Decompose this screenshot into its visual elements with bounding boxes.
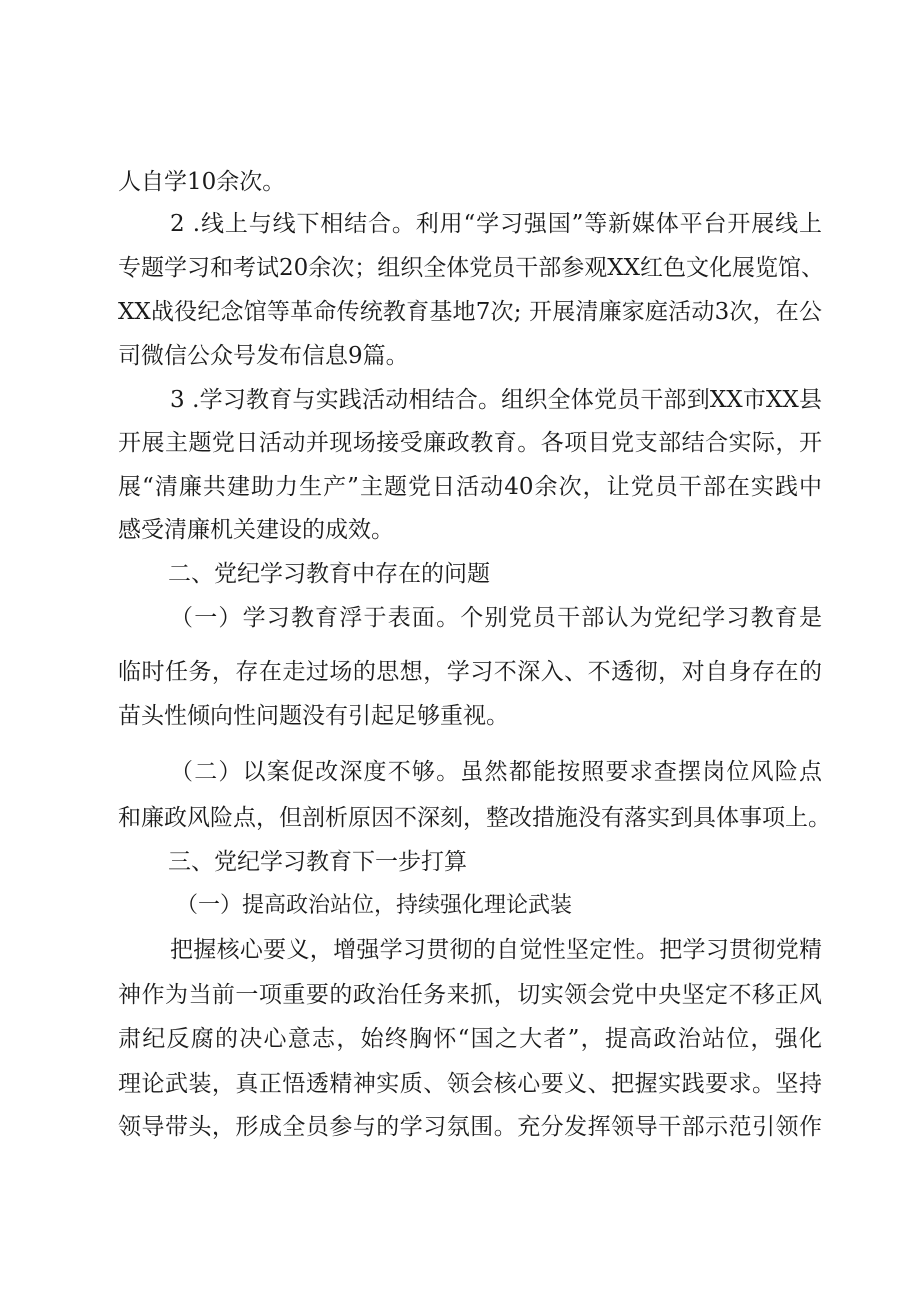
paragraph-line: 3 .学习教育与实践活动相结合。组织全体党员干部到XX市XX县 — [170, 387, 822, 413]
paragraph-line: 临时任务，存在走过场的思想，学习不深入、不透彻，对自身存在的 — [118, 659, 822, 685]
paragraph-line: （二）以案促改深度不够。虽然都能按照要求查摆岗位风险点 — [170, 759, 822, 785]
paragraph-line: 苗头性倾向性问题没有引起足够重视。 — [118, 703, 509, 729]
section-heading: 二、党纪学习教育中存在的问题 — [168, 561, 490, 587]
subsection-heading: （一）提高政治站位，持续强化理论武装 — [176, 893, 573, 918]
paragraph-line: 开展主题党日活动并现场接受廉政教育。各项目党支部结合实际，开 — [118, 430, 822, 456]
paragraph-line: 感受清廉机关建设的成效。 — [118, 517, 394, 543]
section-heading: 三、党纪学习教育下一步打算 — [168, 849, 467, 875]
paragraph-line: 神作为当前一项重要的政治任务来抓，切实领会党中央坚定不移正风 — [118, 982, 822, 1008]
paragraph-line: 2 .线上与线下相结合。利用“学习强国”等新媒体平台开展线上 — [170, 211, 822, 237]
paragraph-line: 肃纪反腐的决心意志，始终胸怀“国之大者”，提高政治站位，强化 — [118, 1026, 822, 1052]
paragraph-line: 展“清廉共建助力生产”主题党日活动40余次，让党员干部在实践中 — [118, 474, 822, 500]
paragraph-line: XX战役纪念馆等革命传统教育基地7次; 开展清廉家庭活动3次，在公 — [118, 299, 822, 325]
paragraph-line: 理论武装，真正悟透精神实质、领会核心要义、把握实践要求。坚持 — [118, 1071, 822, 1097]
paragraph-line: （一）学习教育浮于表面。个别党员干部认为党纪学习教育是 — [170, 605, 822, 631]
paragraph-line: 人自学10余次。 — [118, 169, 286, 195]
paragraph-line: 把握核心要义，增强学习贯彻的自觉性坚定性。把学习贯彻党精 — [170, 937, 822, 963]
paragraph-line: 和廉政风险点，但剖析原因不深刻，整改措施没有落实到具体事项上。 — [118, 805, 831, 831]
paragraph-line: 司微信公众号发布信息9篇。 — [118, 343, 409, 369]
paragraph-line: 专题学习和考试20余次；组织全体党员干部参观XX红色文化展览馆、 — [118, 255, 825, 281]
paragraph-line: 领导带头，形成全员参与的学习氛围。充分发挥领导干部示范引领作 — [118, 1114, 822, 1140]
